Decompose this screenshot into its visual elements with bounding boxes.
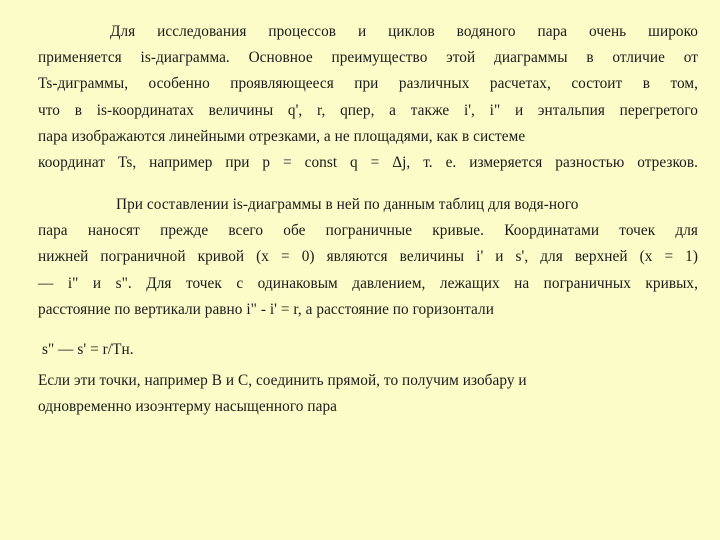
- text-line: Ts-диграммы, особенно проявляющееся при различных расчетах, состоит в том,: [38, 75, 698, 93]
- text-line: Для исследования процессов и циклов водяного пара очень широко: [110, 23, 698, 40]
- formula: [42, 337, 702, 363]
- text-line: пара изображаются линейными отрезками, а не площадями, как в системе: [38, 127, 526, 145]
- text-line: нижней пограничной кривой (x = 0) являются величины i' и s', для верхней (x = 1): [38, 248, 698, 266]
- text-line: пара наносят прежде всего обе пограничные кривые. Координатами точек для: [38, 222, 698, 240]
- formula-text: s" — s' = r/Tн.: [42, 341, 134, 358]
- paragraph-isobar: [38, 368, 698, 420]
- text-line: что в is-координатах величины q', r, qпер, а также i', i" и энтальпия перегретого: [38, 101, 698, 119]
- text-line: Если эти точки, например B и C, соединить прямой, то получим изобару и: [38, 372, 527, 389]
- text-line: расстояние по вертикали равно i" - i' = r, а расстояние по горизонтали: [38, 300, 494, 318]
- text-line: одновременно изоэнтерму насыщенного пара: [38, 398, 337, 416]
- text-line: применяется is-диаграмма. Основное преимущество этой диаграммы в отличие от: [38, 49, 698, 67]
- paragraph-boundary-curves: [38, 192, 698, 323]
- paragraph-intro: [38, 19, 698, 176]
- text-line: — i" и s". Для точек с одинаковым давлением, лежащих на пограничных кривых,: [38, 274, 698, 292]
- text-line: координат Ts, например при p = const q = Δj, т. е. измеряется разностью отрезков.: [38, 154, 698, 172]
- text-line: При составлении is-диаграммы в ней по данным таблиц для водя-ного: [116, 196, 579, 213]
